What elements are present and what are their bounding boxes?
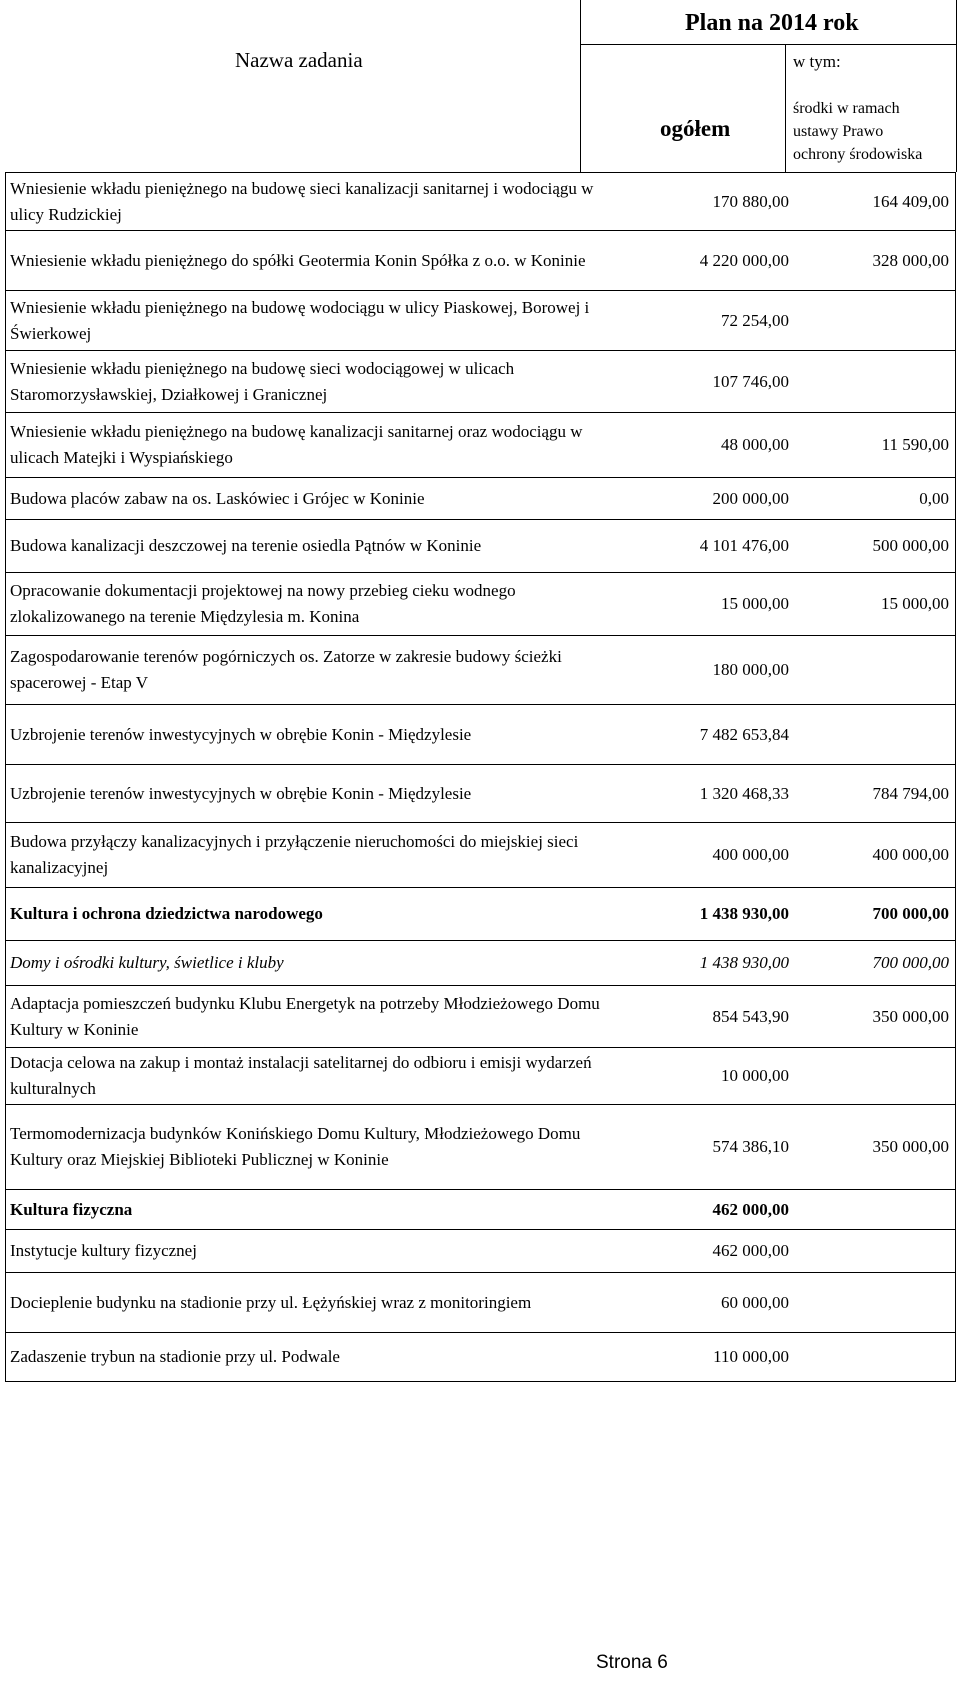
task-name-cell: Wniesienie wkładu pieniężnego na budowę kanalizacji sanitarnej oraz wodociągu w ulicach Matejki i Wyspiańskiego: [10, 422, 583, 467]
total-amount-cell: 60 000,00: [721, 1292, 789, 1312]
task-name-cell: Zadaszenie trybun na stadionie przy ul. Podwale: [10, 1347, 340, 1366]
total-amount-cell: 462 000,00: [712, 1199, 789, 1219]
env-amount-cell: 11 590,00: [881, 435, 949, 454]
table-row: [5, 1104, 956, 1189]
table-row: [5, 412, 956, 477]
env-amount-cell: 700 000,00: [872, 904, 949, 923]
table-row: [5, 350, 956, 412]
table-row: [5, 477, 956, 519]
subcol-title-line2: ustawy Prawo: [793, 123, 884, 140]
task-name-cell: Uzbrojenie terenów inwestycyjnych w obrębie Konin - Międzylesie: [10, 783, 472, 803]
header-divider: [956, 0, 957, 172]
table-row: [5, 290, 956, 350]
page-number: Strona 6: [596, 1652, 668, 1673]
task-name-cell: Opracowanie dokumentacji projektowej na nowy przebieg cieku wodnego zlokalizowanego na terenie Międzylesia m. Konina: [10, 581, 516, 626]
plan-title: Plan na 2014 rok: [685, 10, 859, 36]
task-name-cell: Instytucje kultury fizycznej: [10, 1241, 197, 1260]
table-row: [5, 1047, 956, 1104]
column-title-total: ogółem: [660, 116, 731, 141]
subcol-title-line1: środki w ramach: [793, 100, 900, 117]
total-amount-cell: 48 000,00: [721, 435, 789, 454]
task-name-cell: Budowa kanalizacji deszczowej na terenie osiedla Pątnów w Koninie: [10, 536, 482, 555]
total-amount-cell: 400 000,00: [712, 845, 789, 864]
table-row: [5, 940, 956, 985]
env-amount-cell: 0,00: [919, 488, 949, 508]
table-row: [5, 704, 956, 764]
total-amount-cell: 462 000,00: [712, 1241, 789, 1260]
task-name-cell: Wniesienie wkładu pieniężnego na budowę wodociągu w ulicy Piaskowej, Borowej i Świerkowej: [10, 297, 590, 343]
total-amount-cell: 15 000,00: [721, 594, 789, 613]
total-amount-cell: 110 000,00: [713, 1347, 789, 1366]
header-divider: [785, 44, 786, 172]
total-amount-cell: 1 438 930,00: [699, 904, 789, 923]
task-name-cell: Domy i ośrodki kultury, świetlice i kluby: [10, 953, 284, 972]
env-amount-cell: 500 000,00: [872, 536, 949, 555]
header-divider: [580, 0, 582, 172]
total-amount-cell: 7 482 653,84: [699, 724, 789, 744]
table-row: [5, 985, 956, 1047]
total-amount-cell: 4 220 000,00: [699, 250, 789, 270]
of-which-label: w tym:: [793, 52, 841, 71]
table-row: [5, 822, 956, 887]
table-row: [5, 1229, 956, 1272]
table-row: [5, 635, 956, 704]
table-row: [5, 572, 956, 635]
header-divider: [580, 44, 956, 45]
total-amount-cell: 72 254,00: [721, 310, 789, 330]
task-name-cell: Budowa placów zabaw na os. Laskówiec i Grójec w Koninie: [10, 488, 425, 508]
task-name-cell: Zagospodarowanie terenów pogórniczych os. Zatorze w zakresie budowy ścieżki spacerowej - Etap V: [10, 647, 562, 692]
env-amount-cell: 328 000,00: [872, 250, 949, 270]
env-amount-cell: 164 409,00: [872, 191, 949, 211]
total-amount-cell: 180 000,00: [712, 660, 789, 679]
table-row: [5, 887, 956, 940]
total-amount-cell: 10 000,00: [721, 1066, 789, 1085]
env-amount-cell: 350 000,00: [872, 1137, 949, 1156]
env-amount-cell: 400 000,00: [872, 845, 949, 864]
task-name-cell: Budowa przyłączy kanalizacyjnych i przyłączenie nieruchomości do miejskiej sieci kanalizacyjnej: [10, 832, 579, 877]
table-header: [0, 0, 960, 172]
task-name-cell: Uzbrojenie terenów inwestycyjnych w obrębie Konin - Międzylesie: [10, 724, 472, 744]
env-amount-cell: 700 000,00: [872, 953, 949, 972]
total-amount-cell: 170 880,00: [712, 191, 789, 211]
subcol-title-line3: ochrony środowiska: [793, 146, 923, 163]
table-row: [5, 230, 956, 290]
total-amount-cell: 200 000,00: [712, 488, 789, 508]
task-name-cell: Termomodernizacja budynków Konińskiego Domu Kultury, Młodzieżowego Domu Kultury oraz Miejskiej Biblioteki Publicznej w Koninie: [10, 1124, 581, 1169]
total-amount-cell: 107 746,00: [712, 371, 789, 391]
env-amount-cell: 15 000,00: [881, 594, 949, 613]
task-name-cell: Kultura i ochrona dziedzictwa narodowego: [10, 904, 323, 923]
total-amount-cell: 574 386,10: [712, 1137, 789, 1156]
task-name-cell: Adaptacja pomieszczeń budynku Klubu Energetyk na potrzeby Młodzieżowego Domu Kultury w Koninie: [10, 993, 600, 1039]
task-name-cell: Wniesienie wkładu pieniężnego do spółki Geotermia Konin Spółka z o.o. w Koninie: [10, 250, 586, 270]
env-amount-cell: 350 000,00: [872, 1006, 949, 1026]
task-name-cell: Kultura fizyczna: [10, 1199, 133, 1219]
table-row: [5, 764, 956, 822]
task-name-cell: Wniesienie wkładu pieniężnego na budowę sieci kanalizacji sanitarnej i wodociągu w ulicy Rudzickiej: [10, 178, 594, 224]
total-amount-cell: 1 438 930,00: [699, 953, 789, 972]
table-row: [5, 1189, 956, 1229]
task-name-cell: Docieplenie budynku na stadionie przy ul. Łężyńskiej wraz z monitoringiem: [10, 1292, 532, 1312]
total-amount-cell: 4 101 476,00: [699, 536, 789, 555]
total-amount-cell: 854 543,90: [712, 1006, 789, 1026]
table-row: [5, 1332, 956, 1382]
env-amount-cell: 784 794,00: [872, 783, 949, 803]
table-row: [5, 172, 956, 230]
table-row: [5, 519, 956, 572]
task-name-cell: Wniesienie wkładu pieniężnego na budowę sieci wodociągowej w ulicach Staromorzysławskiej, Działkowej i Granicznej: [10, 358, 515, 404]
table-row: [5, 1272, 956, 1332]
task-name-cell: Dotacja celowa na zakup i montaż instalacji satelitarnej do odbioru i emisji wydarzeń kulturalnych: [10, 1053, 592, 1098]
total-amount-cell: 1 320 468,33: [699, 783, 789, 803]
column-title-name: Nazwa zadania: [235, 48, 363, 72]
